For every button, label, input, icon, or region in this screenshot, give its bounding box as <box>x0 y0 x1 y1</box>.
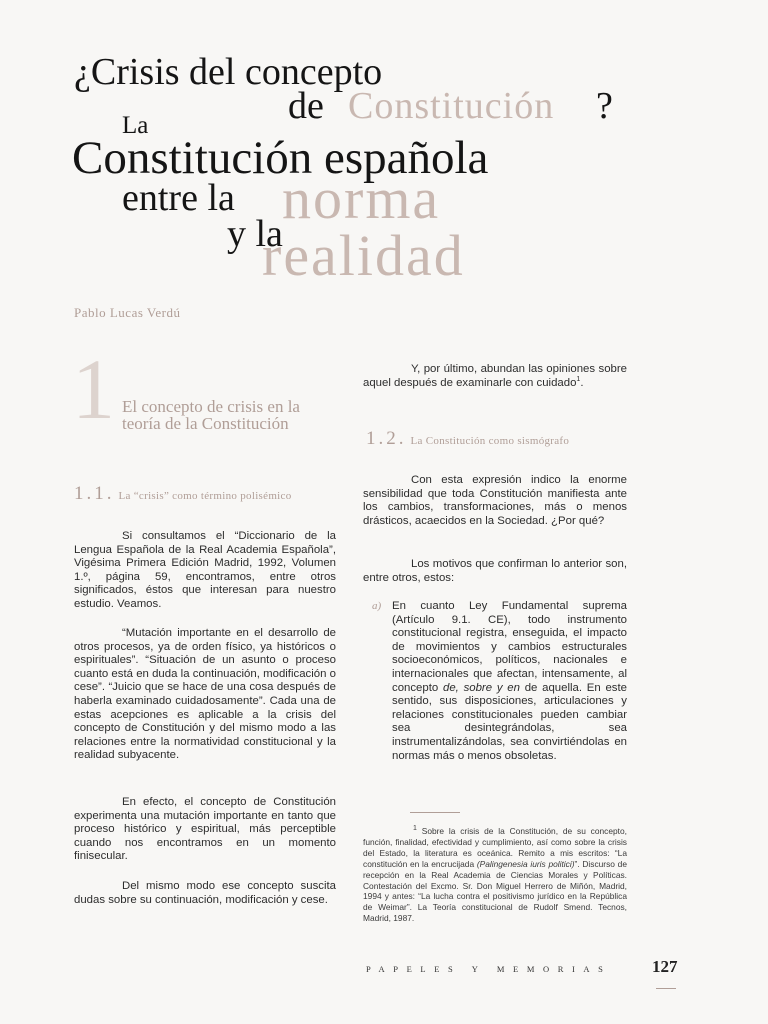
journal-name: PAPELES Y MEMORIAS <box>366 964 612 974</box>
paragraph: Los motivos que confirman lo anterior son, entre otros, estos: <box>363 558 627 584</box>
subsection-number: 1.2. <box>366 428 407 449</box>
title-line-6-pre: y la <box>227 213 283 255</box>
title-line-1: ¿Crisis del concepto <box>74 51 383 93</box>
title-line-2-post: ? <box>596 85 613 127</box>
section-title: El concepto de crisis en la teoría de la Constitución <box>122 397 300 433</box>
subsection-1-2-heading <box>366 428 569 450</box>
footnote: $^1$ Sobre la crisis de la Constitución, de su concepto, función, finalidad, efectividad y cumplimiento, así como sobre la crisis del Estado, la literatura es oceánica. Remito a mis escritos: “La constitución en la encrucijada (Palingenesia iuris politici)”. Discurso de recepción en la Real Academia de Ciencias Morales y Políticas. Contestación del Excmo. Sr. Don Miguel Herrero de Miñón, Madrid, 1994 y antes: “La lucha contra el positivismo jurídico en la República de Weimar”. La Teoría constitucional de Rudolf Smend. Tecnos, Madrid, 1987. <box>363 825 628 924</box>
paragraph: En efecto, el concepto de Constitución experimenta una mutación importante en tanto que proceso histórico y espiritual, más perceptible cuando nos encontramos en un momento finisecular. <box>74 796 336 863</box>
subsection-1-1-heading <box>74 483 292 505</box>
paragraph: Si consultamos el “Diccionario de la Lengua Española de la Real Academia Española”, Vigésima Primera Edición Madrid, 1992, Volumen 1.º, página 59, encontramos, entre otros significados, éstos que interesan para nuestro estudio. Veamos. <box>74 530 336 610</box>
list-item: a) En cuanto Ley Fundamental suprema (Artículo 9.1. CE), todo instrumento constitucional registra, enseguida, el impacto de movimientos y cambios estructurales socioeconómicos, políticos, nacionales e internacionales que afectan, intensamente, al concepto de, sobre y en de aquella. En este sentido, sus disposiciones, articulaciones y relaciones constitucionales pueden cambiar sea desintegrándolas, sea instrumentalizándolas, sea convirtiéndolas en normas más o menos obsoletas. <box>372 600 627 762</box>
subsection-label: La Constitución como sismógrafo <box>410 435 570 447</box>
author-name: Pablo Lucas Verdú <box>74 305 181 320</box>
paragraph: Del mismo modo ese concepto suscita dudas sobre su continuación, modificación y cese. <box>74 880 336 906</box>
footnote-reference: 1 <box>576 375 581 383</box>
section-number: 1 <box>72 341 115 437</box>
paragraph: Con esta expresión indico la enorme sensibilidad que toda Constitución manifiesta ante los cambios, transformaciones, más o menos drásticos, acaecidos en la Sociedad. ¿Por qué? <box>363 474 627 527</box>
title-highlight-realidad: realidad <box>262 223 465 288</box>
paragraph: Y, por último, abundan las opiniones sobre aquel después de examinarle con cuidado$^1$. <box>363 363 627 389</box>
title-line-3: La <box>122 112 149 139</box>
list-marker: a) <box>372 600 382 612</box>
title-highlight-norma: norma <box>282 166 441 231</box>
title-highlight-constitucion: Constitución <box>348 85 555 127</box>
title-line-2-pre: de <box>288 85 324 127</box>
footnote-divider <box>410 812 460 813</box>
title-line-5-pre: entre la <box>122 177 235 219</box>
subsection-label: La “crisis” como término polisémico <box>118 490 292 502</box>
page-number-rule <box>656 988 676 989</box>
subsection-number: 1.1. <box>74 483 115 504</box>
page-number: 127 <box>652 957 678 976</box>
title-line-4: Constitución española <box>72 132 489 184</box>
paragraph: “Mutación importante en el desarrollo de otros procesos, ya de orden físico, ya históricos o espirituales”. “Situación de un asunto o proceso cuanto está en duda la continuación, modificación o cese”. “Juicio que se hace de una cosa después de haberla examinado cuidadosamente”. Cada una de estas acepciones es aplicable a la crisis del concepto de Constitución y del mismo modo a las relaciones entre la normatividad constitucional y la realidad subyacente. <box>74 627 336 762</box>
